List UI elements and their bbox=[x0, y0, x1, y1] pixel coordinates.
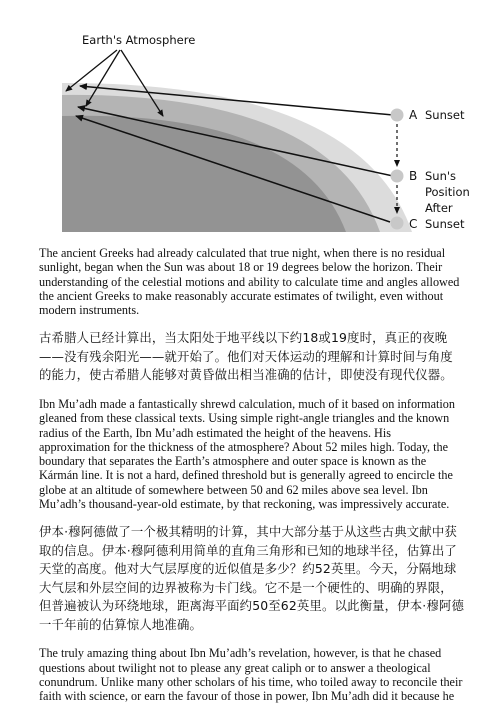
atmosphere-label: Earth's Atmosphere bbox=[82, 33, 196, 47]
paragraph-en-1: The ancient Greeks had already calculated that true night, when there is no residual sunlight, began when the Sun was about 18 or 19 degrees below the horizon. Their understanding of the celestial motions and ability to calculate time and angles allowed the ancient Greeks to make reasonably accurate estimates of twilight, even without modern instruments. bbox=[39, 246, 460, 318]
diagram-svg bbox=[0, 0, 500, 236]
body-text bbox=[39, 246, 464, 716]
sun-position-c bbox=[391, 217, 404, 230]
point-c-label: Sunset bbox=[425, 217, 465, 231]
point-letter-a: A bbox=[409, 108, 418, 122]
sun-position-a bbox=[391, 109, 404, 122]
sun-position-b bbox=[391, 170, 404, 183]
point-letter-c: C bbox=[409, 217, 418, 231]
paragraph-zh-1: 古希腊人已经计算出，当太阳处于地平线以下约18或19度时，真正的夜晚——没有残余阳光——就开始了。他们对天体运动的理解和计算时间与角度的能力，使古希腊人能够对黄昏做出相当准确的估计，即使没有现代仪器。 bbox=[39, 330, 453, 383]
point-letter-b: B bbox=[409, 169, 418, 183]
point-b-label-line-3: After bbox=[425, 201, 453, 215]
point-b-label-line-1: Sun's bbox=[425, 169, 457, 183]
paragraph-en-3: The truly amazing thing about Ibn Mu’adh’s revelation, however, is that he chased questions about twilight not to please any great caliph or to answer a theological conundrum. Unlike many other scholars of his time, who toiled away to reconcile their faith with science, or earn the favour of those in power, Ibn Mu’adh did it because he bbox=[39, 646, 463, 704]
point-a-label: Sunset bbox=[425, 108, 465, 122]
paragraph-zh-2: 伊本·穆阿德做了一个极其精明的计算，其中大部分基于从这些古典文献中获取的信息。伊本·穆阿德利用简单的直角三角形和已知的地球半径，估算出了天堂的高度。他对大气层厚度的近似值是多少？约52英里。今天，分隔地球大气层和外层空间的边界被称为卡门线。它不是一个硬性的、明确的界限，但普遍被认为环绕地球，距离海平面约50至62英里。以此衡量，伊本·穆阿德一千年前的估算惊人地准确。 bbox=[39, 524, 464, 632]
twilight-diagram bbox=[0, 0, 500, 236]
point-b-label-line-2: Position bbox=[425, 185, 470, 199]
paragraph-en-2: Ibn Mu’adh made a fantastically shrewd calculation, much of it based on information gleaned from these classical texts. Using simple right-angle triangles and the known radius of the Earth, Ibn Mu’adh estimated the height of the heavens. His approximation for the thickness of the atmosphere? About 52 miles high. Today, the boundary that separates the Earth’s atmosphere and outer space is known as the Kármán line. It is not a hard, defined threshold but is generally agreed to encircle the globe at an altitude of somewhere between 50 and 62 miles above sea level. Ibn Mu’adh’s thousand-year-old estimate, by that reckoning, was impressively accurate. bbox=[39, 396, 455, 512]
